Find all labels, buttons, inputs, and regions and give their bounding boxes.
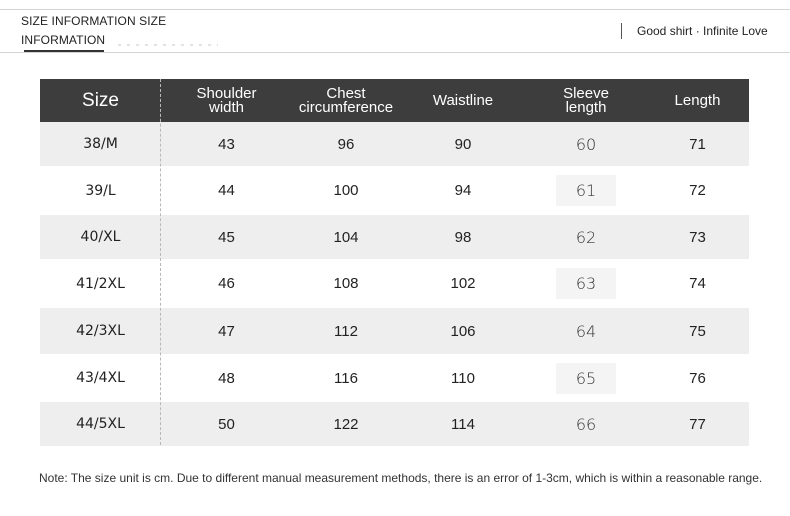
chest-cell: 112 bbox=[334, 322, 358, 340]
sleeve-cell bbox=[526, 175, 646, 206]
sleeve-cell bbox=[526, 363, 646, 394]
sleeve-value: 62 bbox=[575, 227, 597, 247]
decorative-dots bbox=[118, 44, 218, 46]
length-cell: 73 bbox=[689, 228, 706, 246]
table-row bbox=[40, 354, 749, 402]
size-cell: 43/4XL bbox=[76, 370, 125, 386]
sleeve-cell bbox=[526, 129, 646, 160]
sleeve-value: 65 bbox=[556, 363, 616, 394]
length-cell: 77 bbox=[689, 415, 706, 433]
chest-cell: 108 bbox=[333, 275, 359, 292]
brand-slogan: Good shirt · Infinite Love bbox=[637, 24, 768, 38]
length-cell: 72 bbox=[689, 182, 706, 199]
page-title: SIZE INFORMATION SIZE INFORMATION bbox=[21, 14, 167, 47]
table-body bbox=[40, 122, 749, 446]
sleeve-value: 64 bbox=[575, 321, 597, 341]
waist-cell: 102 bbox=[450, 275, 476, 292]
slogan-separator bbox=[621, 23, 622, 39]
shoulder-cell: 47 bbox=[218, 322, 235, 340]
size-cell: 41/2XL bbox=[76, 275, 125, 292]
column-header-sleeve: Sleeve length bbox=[563, 84, 609, 116]
waist-cell: 110 bbox=[451, 369, 475, 387]
waist-cell: 114 bbox=[451, 415, 475, 433]
sleeve-value: 66 bbox=[575, 414, 597, 434]
shoulder-cell: 48 bbox=[218, 369, 235, 387]
size-cell: 44/5XL bbox=[76, 416, 125, 432]
sleeve-value: 63 bbox=[556, 268, 616, 299]
length-cell: 76 bbox=[689, 369, 706, 387]
table-header-row bbox=[40, 79, 749, 122]
shoulder-cell: 50 bbox=[218, 415, 235, 433]
size-column-divider bbox=[160, 79, 161, 445]
table-row bbox=[40, 215, 749, 259]
column-header-chest: Chest circumference bbox=[298, 84, 394, 116]
sleeve-cell bbox=[526, 316, 646, 347]
size-cell: 40/XL bbox=[80, 229, 121, 245]
chest-cell: 100 bbox=[333, 182, 359, 199]
column-header-shoulder: Shoulder width bbox=[196, 84, 257, 116]
shoulder-cell: 44 bbox=[218, 182, 235, 199]
waist-cell: 94 bbox=[454, 182, 472, 199]
column-header-size: Size bbox=[82, 89, 119, 111]
table-row bbox=[40, 259, 749, 308]
waist-cell: 90 bbox=[454, 135, 472, 153]
size-cell: 42/3XL bbox=[76, 323, 125, 339]
sleeve-value: 60 bbox=[575, 134, 597, 154]
size-cell: 38/M bbox=[83, 136, 118, 152]
shoulder-cell: 45 bbox=[218, 228, 235, 246]
chest-cell: 96 bbox=[337, 135, 355, 153]
sleeve-cell bbox=[526, 222, 646, 253]
header-divider bbox=[0, 52, 790, 53]
table-row bbox=[40, 308, 749, 354]
column-header-length: Length bbox=[674, 91, 721, 109]
chest-cell: 116 bbox=[334, 369, 358, 387]
top-border bbox=[0, 9, 790, 10]
size-cell: 39/L bbox=[85, 182, 116, 199]
length-cell: 75 bbox=[689, 322, 706, 340]
sleeve-value: 61 bbox=[556, 175, 616, 206]
waist-cell: 98 bbox=[454, 228, 472, 246]
shoulder-cell: 46 bbox=[218, 275, 235, 292]
table-row bbox=[40, 402, 749, 446]
length-cell: 74 bbox=[689, 275, 706, 292]
chest-cell: 104 bbox=[333, 228, 359, 246]
waist-cell: 106 bbox=[450, 322, 476, 340]
length-cell: 71 bbox=[689, 135, 706, 153]
measurement-note: Note: The size unit is cm. Due to different manual measurement methods, there is an error of 1-3cm, which is within a reasonable range. bbox=[39, 471, 763, 485]
sleeve-cell bbox=[526, 409, 646, 440]
shoulder-cell: 43 bbox=[218, 135, 235, 153]
sleeve-cell bbox=[526, 268, 646, 299]
column-header-waist: Waistline bbox=[432, 91, 494, 109]
size-chart-table bbox=[40, 79, 749, 446]
table-row bbox=[40, 166, 749, 215]
table-row bbox=[40, 122, 749, 166]
chest-cell: 122 bbox=[333, 415, 359, 433]
